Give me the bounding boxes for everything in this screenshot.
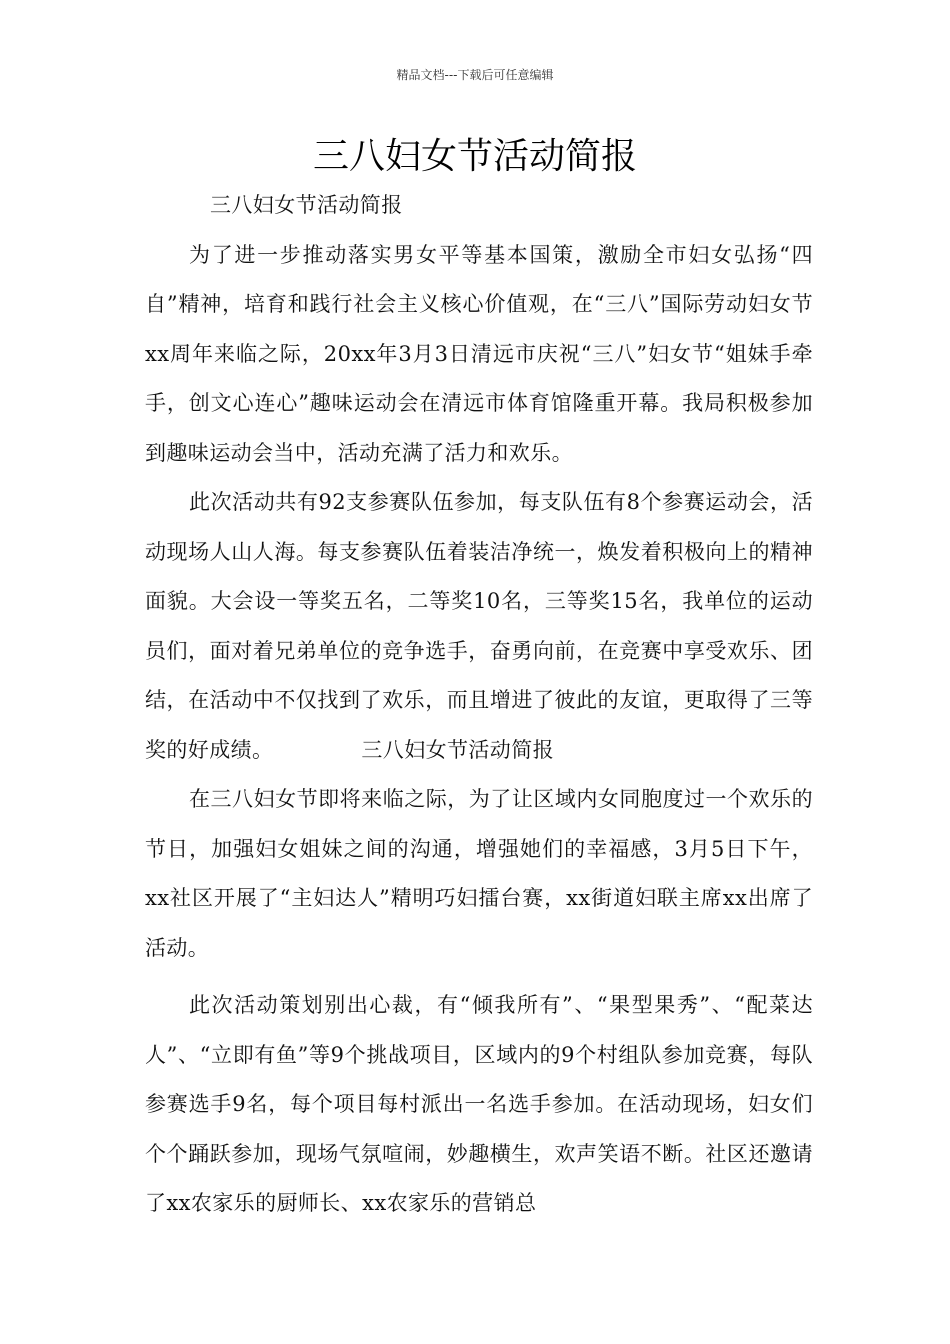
paragraph-2-text: 此次活动共有92支参赛队伍参加，每支队伍有8个参赛运动会，活动现场人山人海。每支参赛队伍着装洁净统一，焕发着积极向上的精神面貌。大会设一等奖五名，二等奖10名，三等奖15名，我单位的运动员们，面对着兄弟单位的竞争选手，奋勇向前，在竞赛中享受欢乐、团结，在活动中不仅找到了欢乐，而且增进了彼此的友谊，更取得了三等奖的好成绩。 <box>145 490 813 762</box>
paragraph-3: 在三八妇女节即将来临之际，为了让区域内女同胞度过一个欢乐的节日，加强妇女姐妹之间的沟通，增强她们的幸福感，3月5日下午，xx社区开展了“主妇达人”精明巧妇擂台赛，xx街道妇联主席xx出席了活动。 <box>145 787 813 960</box>
document-subtitle: 三八妇女节活动简报 <box>210 193 403 217</box>
paragraph-4: 此次活动策划别出心裁，有“倾我所有”、“果型果秀”、“配菜达人”、“立即有鱼”等9个挑战项目，区域内的9个村组队参加竞赛，每队参赛选手9名，每个项目每村派出一名选手参加。在活动现场，妇女们个个踊跃参加，现场气氛喧闹，妙趣横生，欢声笑语不断。社区还邀请了xx农家乐的厨师长、xx农家乐的营销总 <box>145 993 813 1215</box>
document-body <box>145 181 813 1229</box>
page-header: 精品文档---下载后可任意编辑 <box>396 68 554 82</box>
inline-section-heading: 三八妇女节活动简报 <box>361 737 555 762</box>
paragraph-1: 为了进一步推动落实男女平等基本国策，激励全市妇女弘扬“四自”精神，培育和践行社会主义核心价值观，在“三八”国际劳动妇女节xx周年来临之际，20xx年3月3日清远市庆祝“三八”妇女节“姐妹手牵手，创文心连心”趣味运动会在清远市体育馆隆重开幕。我局积极参加到趣味运动会当中，活动充满了活力和欢乐。 <box>145 242 813 465</box>
document-title: 三八妇女节活动简报 <box>312 136 637 177</box>
paragraph-2 <box>145 478 813 775</box>
